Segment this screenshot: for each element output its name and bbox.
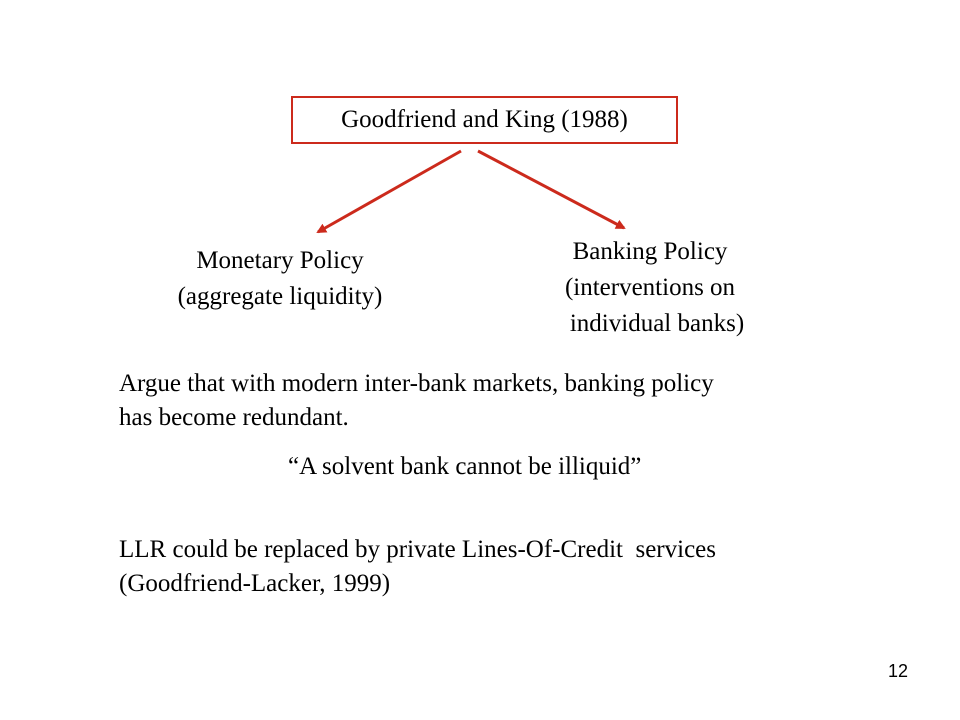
banking-policy-title: Banking Policy [572,238,728,265]
banking-policy-subtitle-1: (interventions on [564,274,736,301]
llr-line-1: LLR could be replaced by private Lines-Of-Credit services [119,536,716,563]
root-node-box [291,96,678,144]
slide-number: 12 [887,661,908,681]
banking-policy-node [490,234,810,342]
banking-policy-subtitle-2: individual banks) [569,310,745,337]
monetary-policy-subtitle: (aggregate liquidity) [177,283,383,310]
monetary-policy-title: Monetary Policy [196,247,364,274]
argument-line-2: has become redundant. [119,404,349,431]
argument-line-1: Argue that with modern inter-bank markets, banking policy [119,370,714,397]
quote-text: “A solvent bank cannot be illiquid” [288,453,642,480]
arrow-to-banking-policy [478,151,624,228]
llr-line-2: (Goodfriend-Lacker, 1999) [119,570,391,597]
arrow-to-monetary-policy [318,151,461,232]
monetary-policy-node [130,243,430,315]
root-node-label: Goodfriend and King (1988) [341,106,628,133]
llr-paragraph [119,533,899,601]
argument-paragraph [119,367,899,435]
